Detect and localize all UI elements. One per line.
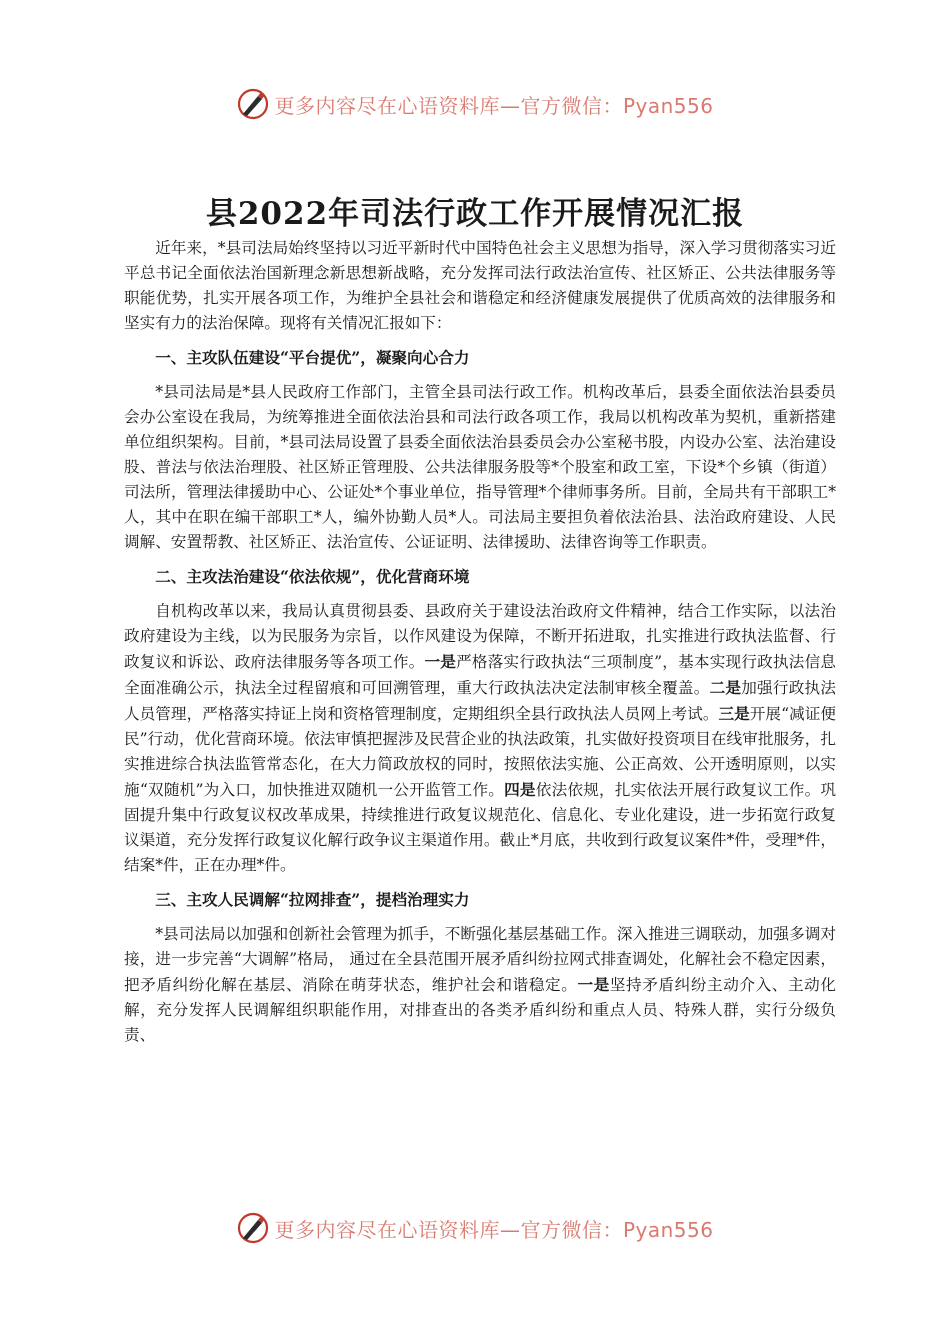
pen-circle-logo-icon bbox=[236, 1211, 270, 1245]
section-heading-3: 三、主攻人民调解“拉网排查”，提档治理实力 bbox=[155, 890, 470, 909]
section-2-lead-2: 二是 bbox=[709, 678, 742, 697]
section-2-text-2: 加强行政执法人员管理，严格落实持证上岗和资格管理制度，定期组织全县行政执法人员网上考试。 bbox=[124, 679, 836, 723]
watermark-banner-top bbox=[0, 84, 950, 124]
section-2-text-3: 开展“减证便民”行动，优化营商环境。依法审慎把握涉及民营企业的执法政策，扎实做好投资项目在线审批服务，扎实推进综合执法监管常态化，在大力简政放权的同时，按照依法实施、公正高效、公开透明原则，以实施“双随机”为入口，加快推进双随机一公开监管工作。 bbox=[124, 705, 836, 799]
section-1-paragraph: *县司法局是*县人民政府工作部门，主管全县司法行政工作。机构改革后，县委全面依法治县委员会办公室设在我局，为统筹推进全面依法治县和司法行政各项工作，我局以机构改革为契机，重新搭建单位组织架构。目前，*县司法局设置了县委全面依法治县委员会办公室秘书股，内设办公室、法治建设股、普法与依法治理股、社区矫正管理股、公共法律服务股等*个股室和政工室，下设*个乡镇（街道）司法所，管理法律援助中心、公证处*个事业单位，指导管理*个律师事务所。目前，全局共有干部职工*人，其中在职在编干部职工*人，编外协勤人员*人。司法局主要担负着依法治县、法治政府建设、人民调解、安置帮教、社区矫正、法治宣传、公证证明、法律援助、法律咨询等工作职责。 bbox=[124, 383, 836, 551]
section-2-lead-4: 四是 bbox=[504, 780, 536, 799]
watermark-banner-bottom bbox=[0, 1208, 950, 1248]
section-3-text-1: 坚持矛盾纠纷主动介入、主动化解，充分发挥人民调解组织职能作用，对排查出的各类矛盾纠纷和重点人员、特殊人群，实行分级负责、 bbox=[124, 976, 836, 1044]
section-3-text-0: *县司法局以加强和创新社会管理为抓手，不断强化基层基础工作。深入推进三调联动，加强多调对接，进一步完善“大调解”格局， 通过在全县范围开展矛盾纠纷拉网式排查调处，化解社会不稳定因素，把矛盾纠纷化解在基层、消除在萌芽状态，维护社会和谐稳定。 bbox=[124, 925, 836, 994]
section-3-paragraph bbox=[124, 922, 836, 1048]
document-body bbox=[124, 236, 836, 1048]
section-2-paragraph bbox=[124, 599, 836, 878]
intro-paragraph: 近年来，*县司法局始终坚持以习近平新时代中国特色社会主义思想为指导，深入学习贯彻落实习近平总书记全面依法治国新理念新思想新战略，充分发挥司法行政法治宣传、社区矫正、公共法律服务等职能优势，扎实开展各项工作，为维护全县社会和谐稳定和经济健康发展提供了优质高效的法律服务和坚实有力的法治保障。现将有关情况汇报如下： bbox=[124, 239, 836, 332]
watermark-text: 更多内容尽在心语资料库—官方微信：Pyan556 bbox=[274, 1217, 714, 1242]
section-2-text-1: 严格落实行政执法“三项制度”，基本实现行政执法信息全面准确公示，执法全过程留痕和可回溯管理，重大行政执法决定法制审核全覆盖。 bbox=[124, 653, 836, 697]
pen-circle-logo-icon bbox=[236, 87, 270, 121]
watermark-text: 更多内容尽在心语资料库—官方微信：Pyan556 bbox=[274, 93, 714, 118]
document-title: 县2022年司法行政工作开展情况汇报 bbox=[205, 196, 745, 232]
section-2-lead-3: 三是 bbox=[718, 704, 750, 723]
section-heading-1: 一、主攻队伍建设“平台提优”，凝聚向心合力 bbox=[155, 348, 470, 367]
section-heading-2: 二、主攻法治建设“依法依规”，优化营商环境 bbox=[155, 567, 470, 586]
section-3-lead-1: 一是 bbox=[577, 975, 610, 994]
section-2-text-0: 自机构改革以来，我局认真贯彻县委、县政府关于建设法治政府文件精神，结合工作实际，以法治政府建设为主线，以为民服务为宗旨，以作风建设为保障，不断开拓进取，扎实推进行政执法监督、行政复议和诉讼、政府法律服务等各项工作。 bbox=[124, 602, 836, 671]
section-2-text-4: 依法依规，扎实依法开展行政复议工作。巩固提升集中行政复议权改革成果，持续推进行政复议规范化、信息化、专业化建设，进一步拓宽行政复议渠道，充分发挥行政复议化解行政争议主渠道作用。截止*月底，共收到行政复议案件*件，受理*件，结案*件，正在办理*件。 bbox=[124, 781, 836, 874]
section-2-lead-1: 一是 bbox=[424, 652, 457, 671]
